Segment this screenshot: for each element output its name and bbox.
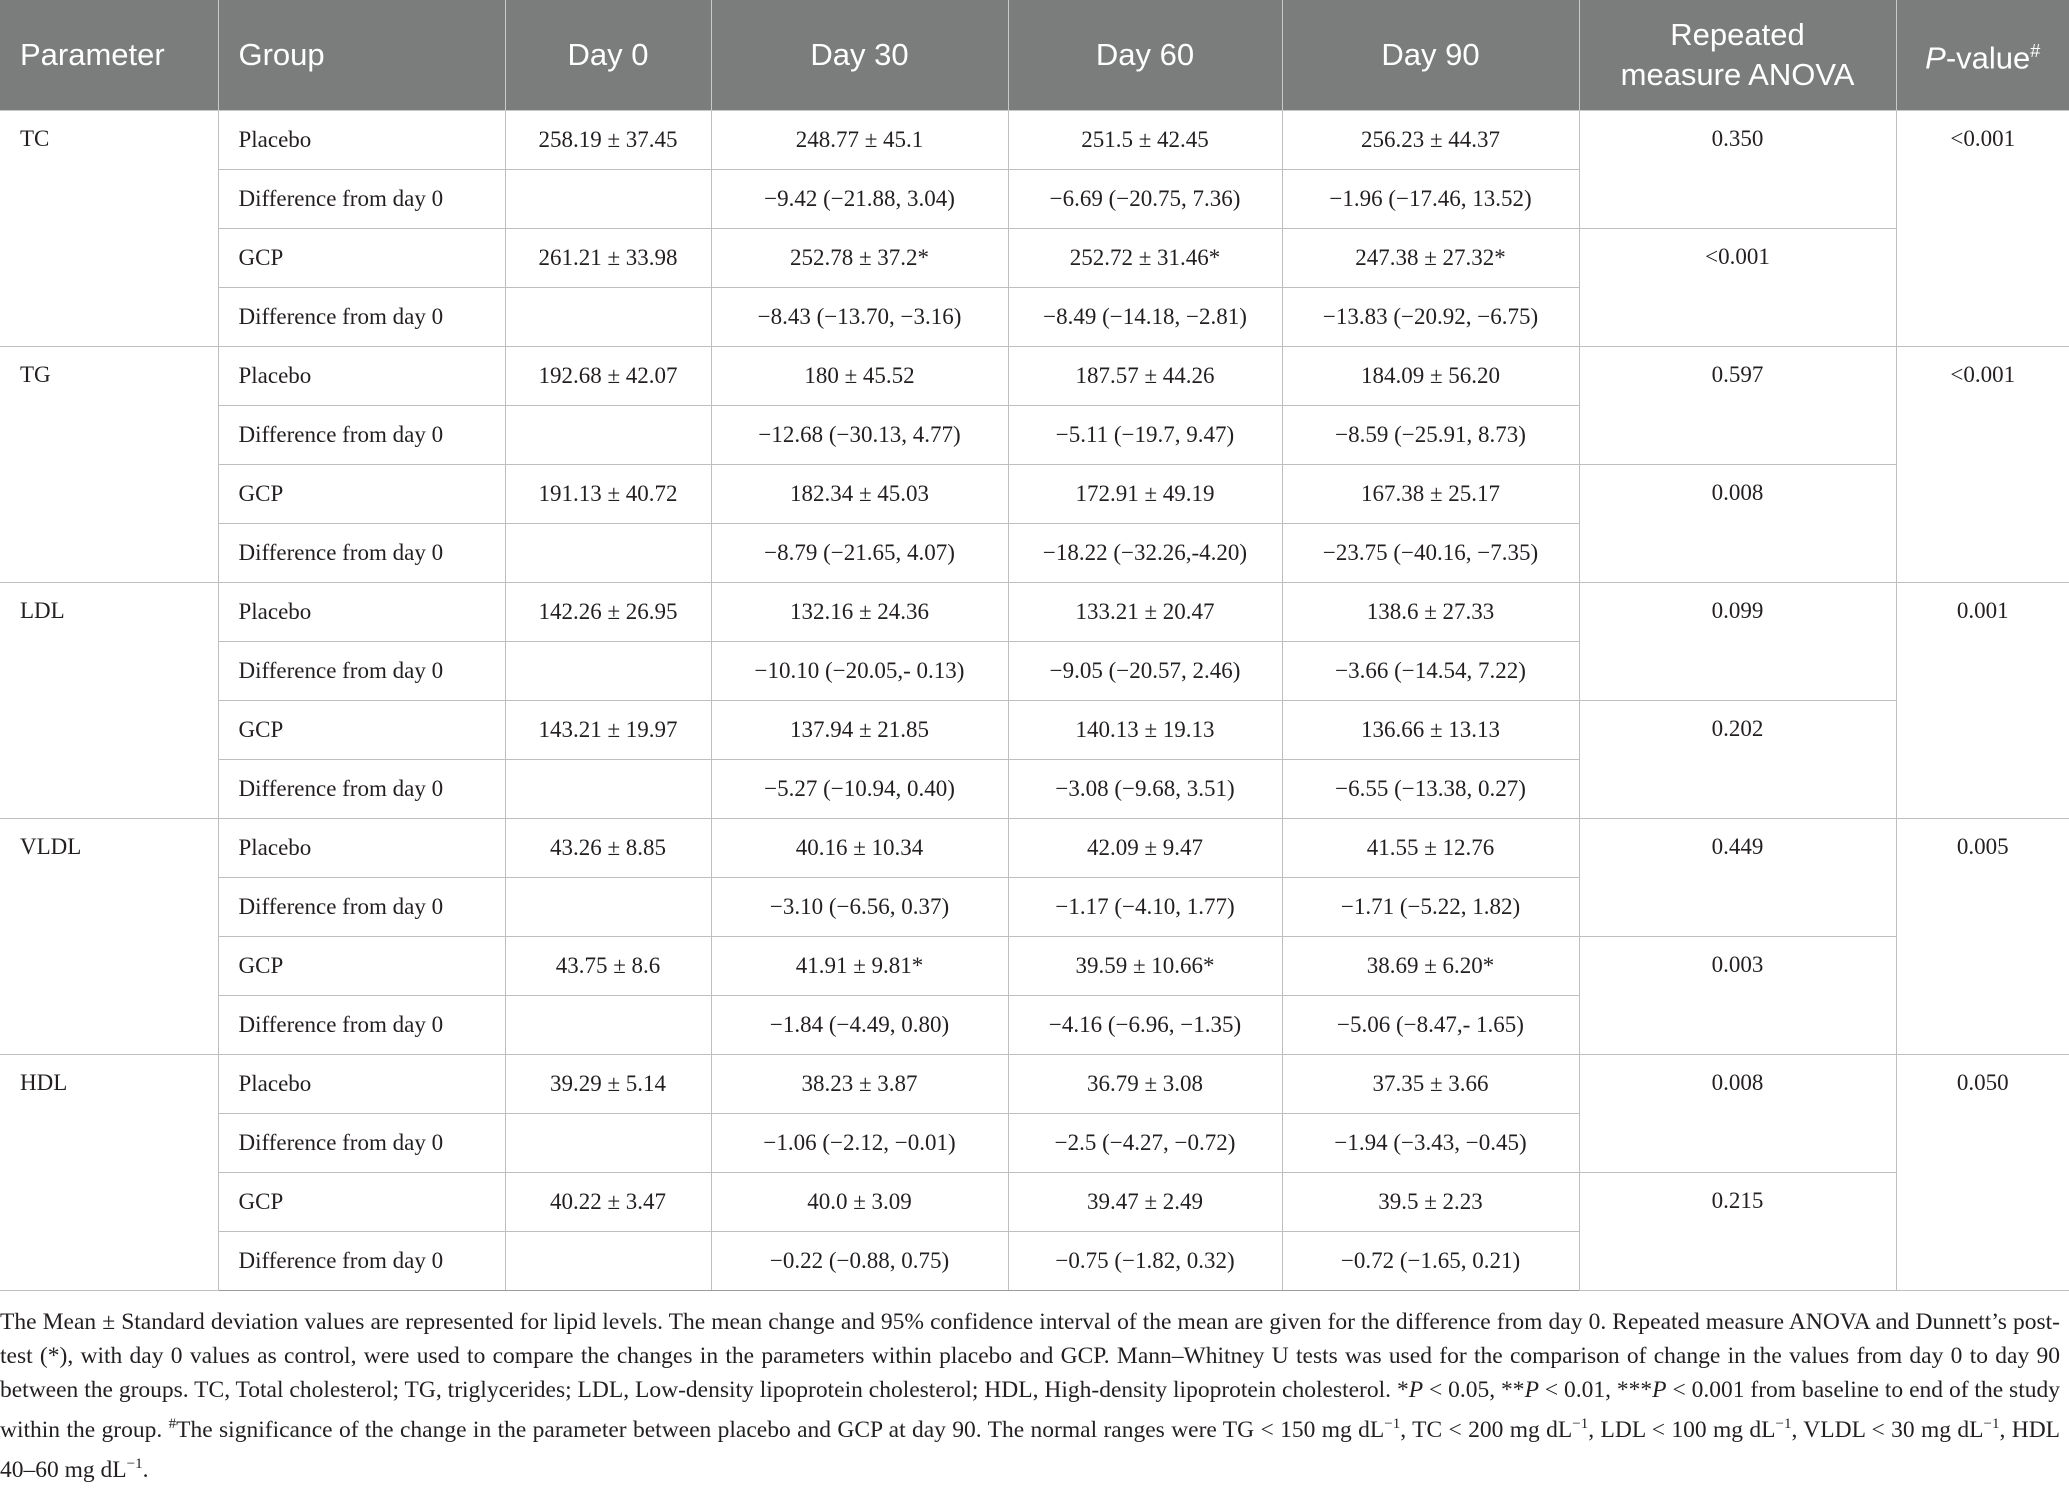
day0-cell: 192.68 ± 42.07 (505, 346, 711, 405)
day90-cell: −5.06 (−8.47,- 1.65) (1282, 995, 1579, 1054)
day30-cell: −9.42 (−21.88, 3.04) (711, 169, 1008, 228)
anova-cell: <0.001 (1579, 228, 1896, 346)
day60-cell: −2.5 (−4.27, −0.72) (1008, 1113, 1282, 1172)
table-row (0, 110, 2069, 169)
table-body (0, 110, 2069, 1290)
day60-cell: −8.49 (−14.18, −2.81) (1008, 287, 1282, 346)
header-anova-line1: Repeated (1670, 16, 1805, 52)
day30-cell: −5.27 (−10.94, 0.40) (711, 759, 1008, 818)
group-cell: Difference from day 0 (218, 641, 505, 700)
footnote-text: The Mean ± Standard deviation values are represented for lipid levels. The mean change and 95% confidence interval of the mean are given for the difference from day 0. Repeated measure ANOVA and Dunnett’s post-test (*), with day 0 values as control, were used to compare the changes in the parameters within placebo and GCP. Mann–Whitney U tests was used for the comparison of change in the values from day 0 to day 90 between the groups. TC, Total cholesterol; TG, triglycerides; LDL, Low-density lipoprotein cholesterol; HDL, High-density lipoprotein cholesterol. * (0, 1309, 2060, 1403)
day90-cell: 184.09 ± 56.20 (1282, 346, 1579, 405)
day0-cell (505, 1113, 711, 1172)
day60-cell: −4.16 (−6.96, −1.35) (1008, 995, 1282, 1054)
group-cell: Difference from day 0 (218, 1113, 505, 1172)
group-cell: Difference from day 0 (218, 995, 505, 1054)
day60-cell: 172.91 ± 49.19 (1008, 464, 1282, 523)
pvalue-cell: <0.001 (1896, 346, 2069, 582)
anova-cell: 0.350 (1579, 110, 1896, 228)
day60-cell: −5.11 (−19.7, 9.47) (1008, 405, 1282, 464)
day0-cell: 191.13 ± 40.72 (505, 464, 711, 523)
day60-cell: 133.21 ± 20.47 (1008, 582, 1282, 641)
footnote-text: < 0.01, *** (1538, 1377, 1653, 1403)
day90-cell: −6.55 (−13.38, 0.27) (1282, 759, 1579, 818)
day60-cell: 140.13 ± 19.13 (1008, 700, 1282, 759)
anova-cell: 0.003 (1579, 936, 1896, 1054)
table-row (0, 700, 2069, 759)
footnote-p: P (1408, 1377, 1424, 1403)
day60-cell: −3.08 (−9.68, 3.51) (1008, 759, 1282, 818)
parameter-cell: HDL (0, 1054, 218, 1290)
day30-cell: 137.94 ± 21.85 (711, 700, 1008, 759)
day60-cell: 42.09 ± 9.47 (1008, 818, 1282, 877)
anova-cell: 0.008 (1579, 464, 1896, 582)
day30-cell: −0.22 (−0.88, 0.75) (711, 1231, 1008, 1290)
day60-cell: 252.72 ± 31.46* (1008, 228, 1282, 287)
group-cell: Placebo (218, 818, 505, 877)
header-group: Group (218, 0, 505, 110)
day90-cell: −3.66 (−14.54, 7.22) (1282, 641, 1579, 700)
parameter-cell: LDL (0, 582, 218, 818)
header-pvalue (1896, 0, 2069, 110)
day30-cell: −1.06 (−2.12, −0.01) (711, 1113, 1008, 1172)
day0-cell (505, 1231, 711, 1290)
day0-cell: 261.21 ± 33.98 (505, 228, 711, 287)
footnote-text: , VLDL < 30 mg dL (1791, 1416, 1984, 1443)
footnote-text: The significance of the change in the parameter between placebo and GCP at day 90. The normal ranges were TG < 150 mg dL (176, 1416, 1385, 1443)
day90-cell: 39.5 ± 2.23 (1282, 1172, 1579, 1231)
day60-cell: −1.17 (−4.10, 1.77) (1008, 877, 1282, 936)
table-footnote (0, 1305, 2060, 1487)
group-cell: Difference from day 0 (218, 523, 505, 582)
footnote-sup: −1 (1384, 1416, 1401, 1432)
table-row (0, 936, 2069, 995)
group-cell: Placebo (218, 346, 505, 405)
day90-cell: −1.71 (−5.22, 1.82) (1282, 877, 1579, 936)
day60-cell: 39.47 ± 2.49 (1008, 1172, 1282, 1231)
day30-cell: −10.10 (−20.05,- 0.13) (711, 641, 1008, 700)
pvalue-cell: 0.001 (1896, 582, 2069, 818)
day60-cell: 39.59 ± 10.66* (1008, 936, 1282, 995)
day30-cell: −12.68 (−30.13, 4.77) (711, 405, 1008, 464)
footnote-p: P (1524, 1377, 1539, 1403)
day0-cell: 43.26 ± 8.85 (505, 818, 711, 877)
day30-cell: −1.84 (−4.49, 0.80) (711, 995, 1008, 1054)
day0-cell (505, 995, 711, 1054)
parameter-cell: VLDL (0, 818, 218, 1054)
header-pvalue-sup: # (2030, 41, 2041, 62)
header-anova-line2: measure ANOVA (1620, 56, 1855, 92)
day60-cell: −0.75 (−1.82, 0.32) (1008, 1231, 1282, 1290)
day90-cell: −8.59 (−25.91, 8.73) (1282, 405, 1579, 464)
anova-cell: 0.215 (1579, 1172, 1896, 1290)
table-row (0, 1172, 2069, 1231)
header-day30: Day 30 (711, 0, 1008, 110)
day60-cell: 187.57 ± 44.26 (1008, 346, 1282, 405)
table-row (0, 818, 2069, 877)
day60-cell: 36.79 ± 3.08 (1008, 1054, 1282, 1113)
day0-cell (505, 523, 711, 582)
day30-cell: 180 ± 45.52 (711, 346, 1008, 405)
footnote-sup: −1 (1775, 1416, 1792, 1432)
footnote-text: , HDL 40–60 mg dL (0, 1416, 2061, 1483)
table-row (0, 228, 2069, 287)
footnote-text: , TC < 200 mg dL (1400, 1416, 1573, 1443)
day0-cell: 39.29 ± 5.14 (505, 1054, 711, 1113)
day90-cell: 136.66 ± 13.13 (1282, 700, 1579, 759)
header-parameter: Parameter (0, 0, 218, 110)
group-cell: Difference from day 0 (218, 759, 505, 818)
group-cell: Difference from day 0 (218, 1231, 505, 1290)
group-cell: Difference from day 0 (218, 287, 505, 346)
footnote-text: . (142, 1456, 149, 1483)
header-pvalue-text: -value (1945, 40, 2031, 76)
parameter-cell: TC (0, 110, 218, 346)
footnote-text: < 0.05, ** (1423, 1377, 1525, 1403)
table-row (0, 346, 2069, 405)
anova-cell: 0.449 (1579, 818, 1896, 936)
day90-cell: −13.83 (−20.92, −6.75) (1282, 287, 1579, 346)
group-cell: Placebo (218, 582, 505, 641)
day30-cell: −8.43 (−13.70, −3.16) (711, 287, 1008, 346)
day90-cell: 41.55 ± 12.76 (1282, 818, 1579, 877)
day90-cell: 38.69 ± 6.20* (1282, 936, 1579, 995)
group-cell: GCP (218, 228, 505, 287)
group-cell: Placebo (218, 1054, 505, 1113)
day90-cell: −1.94 (−3.43, −0.45) (1282, 1113, 1579, 1172)
day0-cell: 43.75 ± 8.6 (505, 936, 711, 995)
day0-cell (505, 759, 711, 818)
day60-cell: −18.22 (−32.26,-4.20) (1008, 523, 1282, 582)
footnote-sup: −1 (1572, 1416, 1589, 1432)
day90-cell: 167.38 ± 25.17 (1282, 464, 1579, 523)
day90-cell: −1.96 (−17.46, 13.52) (1282, 169, 1579, 228)
anova-cell: 0.008 (1579, 1054, 1896, 1172)
footnote-text: < 0.001 from baseline to end of the study within the group. (0, 1377, 2060, 1443)
day60-cell: 251.5 ± 42.45 (1008, 110, 1282, 169)
day30-cell: 38.23 ± 3.87 (711, 1054, 1008, 1113)
day90-cell: 37.35 ± 3.66 (1282, 1054, 1579, 1113)
day0-cell: 258.19 ± 37.45 (505, 110, 711, 169)
pvalue-cell: 0.050 (1896, 1054, 2069, 1290)
day30-cell: 40.16 ± 10.34 (711, 818, 1008, 877)
day30-cell: 182.34 ± 45.03 (711, 464, 1008, 523)
day90-cell: −0.72 (−1.65, 0.21) (1282, 1231, 1579, 1290)
group-cell: Difference from day 0 (218, 877, 505, 936)
day0-cell (505, 877, 711, 936)
day0-cell: 40.22 ± 3.47 (505, 1172, 711, 1231)
pvalue-cell: <0.001 (1896, 110, 2069, 346)
day30-cell: 40.0 ± 3.09 (711, 1172, 1008, 1231)
footnote-p: P (1652, 1377, 1667, 1403)
table-row (0, 1054, 2069, 1113)
group-cell: GCP (218, 700, 505, 759)
day0-cell (505, 405, 711, 464)
day30-cell: −3.10 (−6.56, 0.37) (711, 877, 1008, 936)
day60-cell: −9.05 (−20.57, 2.46) (1008, 641, 1282, 700)
header-day90: Day 90 (1282, 0, 1579, 110)
group-cell: GCP (218, 936, 505, 995)
day0-cell: 143.21 ± 19.97 (505, 700, 711, 759)
group-cell: GCP (218, 464, 505, 523)
table-row (0, 464, 2069, 523)
footnote-text: , LDL < 100 mg dL (1588, 1416, 1776, 1443)
day0-cell (505, 641, 711, 700)
pvalue-cell: 0.005 (1896, 818, 2069, 1054)
day30-cell: −8.79 (−21.65, 4.07) (711, 523, 1008, 582)
day30-cell: 252.78 ± 37.2* (711, 228, 1008, 287)
header-anova (1579, 0, 1896, 110)
group-cell: Placebo (218, 110, 505, 169)
day30-cell: 41.91 ± 9.81* (711, 936, 1008, 995)
day0-cell: 142.26 ± 26.95 (505, 582, 711, 641)
day60-cell: −6.69 (−20.75, 7.36) (1008, 169, 1282, 228)
parameter-cell: TG (0, 346, 218, 582)
anova-cell: 0.099 (1579, 582, 1896, 700)
anova-cell: 0.597 (1579, 346, 1896, 464)
day90-cell: 247.38 ± 27.32* (1282, 228, 1579, 287)
day30-cell: 248.77 ± 45.1 (711, 110, 1008, 169)
day0-cell (505, 169, 711, 228)
footnote-sup: −1 (126, 1455, 143, 1472)
group-cell: GCP (218, 1172, 505, 1231)
header-pvalue-p: P (1925, 40, 1946, 76)
group-cell: Difference from day 0 (218, 169, 505, 228)
footnote-sup: −1 (1983, 1416, 2000, 1432)
day0-cell (505, 287, 711, 346)
footnote-hash: # (168, 1416, 177, 1432)
header-day60: Day 60 (1008, 0, 1282, 110)
table-row (0, 582, 2069, 641)
header-day0: Day 0 (505, 0, 711, 110)
anova-cell: 0.202 (1579, 700, 1896, 818)
day90-cell: 256.23 ± 44.37 (1282, 110, 1579, 169)
day90-cell: −23.75 (−40.16, −7.35) (1282, 523, 1579, 582)
day30-cell: 132.16 ± 24.36 (711, 582, 1008, 641)
group-cell: Difference from day 0 (218, 405, 505, 464)
table-header-row (0, 0, 2069, 110)
day90-cell: 138.6 ± 27.33 (1282, 582, 1579, 641)
